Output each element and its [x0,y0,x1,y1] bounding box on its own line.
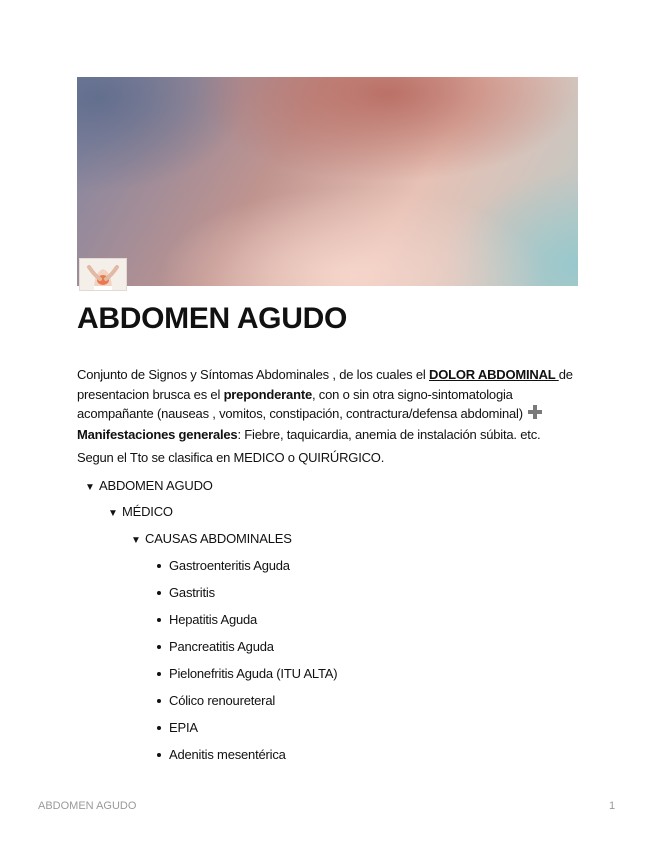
heavy-plus-icon [528,405,542,425]
toggle-label: ABDOMEN AGUDO [99,478,213,493]
clasificacion-paragraph: Segun el Tto se clasifica en MEDICO o QUIRÚRGICO. [77,450,385,465]
bullet-icon [157,645,161,649]
intro-paragraph [77,365,577,444]
cover-image [77,77,578,286]
list-item: Gastroenteritis Aguda [155,556,337,583]
intro-text-a: Conjunto de Signos y Síntomas Abdominales , de los cuales el [77,367,430,382]
list-item: Adenitis mesentérica [155,745,337,772]
page-title: ABDOMEN AGUDO [77,302,347,335]
intro-text-c: , con o sin otra signo-sintomatologia acompañante (nauseas , vomitos, constipación, contractura/defensa abdominal) [77,386,527,421]
causas-list [155,556,337,772]
list-item: Cólico renoureteral [155,691,337,718]
manifestaciones-emphasis: Manifestaciones generales [77,426,238,442]
bullet-icon [157,672,161,676]
page-icon [79,258,127,291]
intro-text-d: : Fiebre, taquicardia, anemia de instalación súbita. etc. [237,426,541,442]
list-item: Pancreatitis Aguda [155,637,337,664]
bullet-icon [157,564,161,568]
toggle-label: MÉDICO [122,504,173,519]
triangle-down-icon[interactable]: ▼ [85,482,95,493]
bullet-icon [157,726,161,730]
toggle-abdomen-agudo[interactable] [85,476,213,497]
footer-title: ABDOMEN AGUDO [38,800,137,812]
bullet-icon [157,699,161,703]
toggle-medico[interactable] [108,502,173,523]
abdomen-pain-image [80,259,126,290]
triangle-down-icon[interactable]: ▼ [108,508,118,519]
list-item: Hepatitis Aguda [155,610,337,637]
footer-page-number: 1 [609,800,616,812]
list-item: Gastritis [155,583,337,610]
dolor-abdominal-emphasis: DOLOR ABDOMINAL [429,367,559,382]
toggle-label: CAUSAS ABDOMINALES [145,531,292,546]
bullet-icon [157,591,161,595]
bullet-icon [157,618,161,622]
list-item: EPIA [155,718,337,745]
bullet-icon [157,753,161,757]
preponderante-emphasis: preponderante [223,386,312,402]
toggle-causas-abdominales[interactable] [131,529,292,550]
intro-text-b: de presentacion brusca es el [77,367,573,402]
triangle-down-icon[interactable]: ▼ [131,535,141,546]
list-item: Pielonefritis Aguda (ITU ALTA) [155,664,337,691]
